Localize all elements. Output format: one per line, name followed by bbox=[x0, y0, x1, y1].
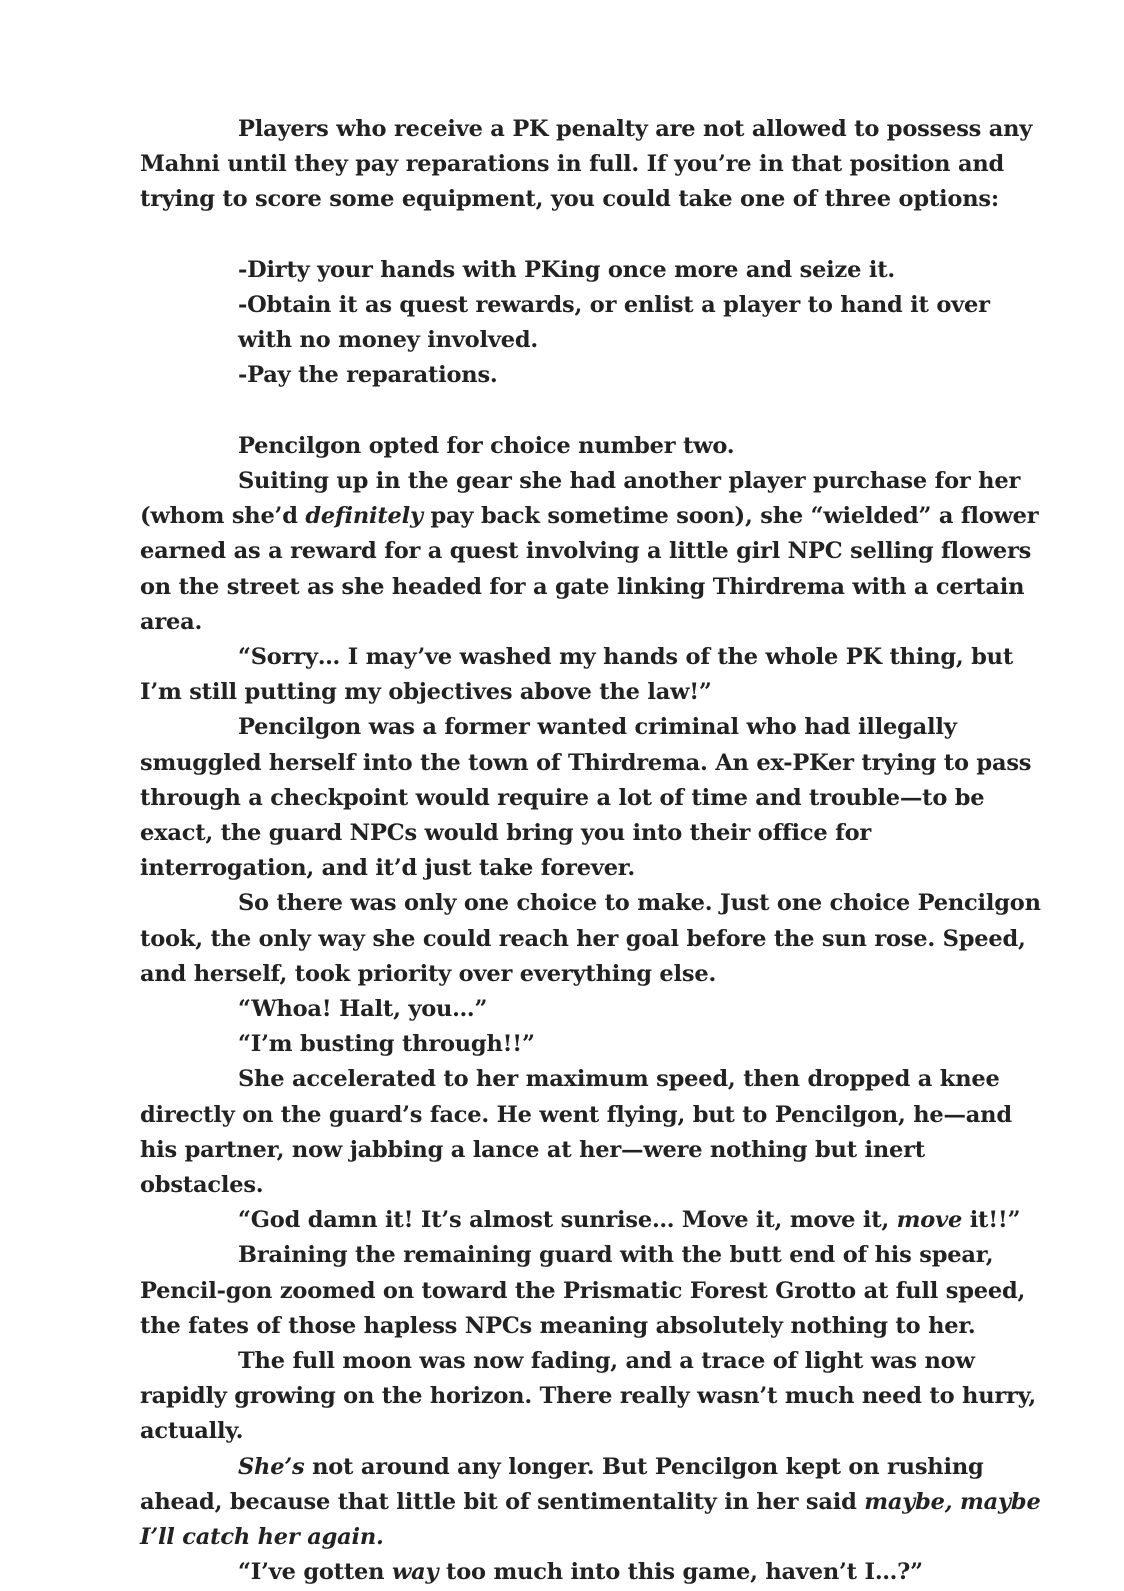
text-run: Pencilgon opted for choice number two. bbox=[238, 432, 735, 459]
text-run: She accelerated to her maximum speed, then dropped a knee directly on the guard’s face. He went flying, but to Pencilgon, he—and his partner, now jabbing a lance at her—were nothing but inert obstacles. bbox=[140, 1066, 1012, 1199]
paragraph bbox=[140, 992, 1045, 1027]
paragraph-intro bbox=[140, 112, 1045, 218]
paragraph bbox=[140, 1062, 1045, 1203]
text-run: it!!” bbox=[962, 1207, 1021, 1234]
text-run: pay back sometime soon), she “wielded” a flower earned as a reward for a quest involving a little girl NPC selling flowers on the street as she headed for a gate linking Thirdrema with a certain area. bbox=[140, 503, 1039, 635]
text-run: “God damn it! It’s almost sunrise… Move it, move it, bbox=[238, 1207, 897, 1234]
option-two bbox=[140, 288, 1045, 358]
option-three bbox=[140, 358, 1045, 393]
paragraph bbox=[140, 464, 1045, 640]
text-run: The full moon was now fading, and a trace of light was now rapidly growing on the horizon. There really wasn’t much need to hurry, actually. bbox=[140, 1348, 1037, 1445]
italic-text-run: way bbox=[391, 1559, 439, 1586]
italic-text-run: definitely bbox=[305, 503, 423, 530]
paragraph bbox=[140, 710, 1045, 886]
italic-text-run: move bbox=[896, 1207, 963, 1234]
text-run: Suiting up in the gear she had another player purchase for her (whom she’d bbox=[140, 468, 1021, 530]
text-run: -Obtain it as quest rewards, or enlist a player to hand it over with no money involved. bbox=[238, 292, 990, 354]
text-run: “I’ve gotten bbox=[238, 1559, 392, 1586]
text-run: So there was only one choice to make. Just one choice Pencilgon took, the only way she could reach her goal before the sun rose. Speed, and herself, took priority over everything else. bbox=[140, 890, 1041, 987]
paragraph bbox=[140, 1450, 1045, 1556]
spacer bbox=[140, 394, 1045, 429]
text-run: “Sorry… I may’ve washed my hands of the whole PK thing, but I’m still putting my objectives above the law!” bbox=[140, 644, 1014, 706]
text-run: Braining the remaining guard with the butt end of his spear, Pencil-gon zoomed on toward the Prismatic Forest Grotto at full speed, the fates of those hapless NPCs meaning absolutely nothing to her. bbox=[140, 1242, 1026, 1339]
option-one bbox=[140, 253, 1045, 288]
text-run: “I’m busting through!!” bbox=[238, 1031, 535, 1058]
paragraph bbox=[140, 1555, 1045, 1590]
text-run: -Dirty your hands with PKing once more and seize it. bbox=[238, 256, 896, 283]
spacer bbox=[140, 218, 1045, 253]
text-run: too much into this game, haven’t I…?” bbox=[438, 1559, 923, 1586]
document-page bbox=[140, 112, 1045, 1591]
text-run: Players who receive a PK penalty are not allowed to possess any Mahni until they pay reparations in full. If you’re in that position and trying to score some equipment, you could take one of three options: bbox=[140, 116, 1033, 213]
italic-text-run: maybe, maybe I’ll catch her again. bbox=[140, 1488, 1041, 1551]
text-run: not around any longer. But Pencilgon kept on rushing ahead, because that little bit of sentimentality in her said bbox=[140, 1453, 984, 1515]
paragraph bbox=[140, 429, 1045, 464]
paragraph bbox=[140, 1027, 1045, 1062]
text-run: “Whoa! Halt, you…” bbox=[238, 996, 488, 1023]
paragraph bbox=[140, 1203, 1045, 1238]
italic-text-run: She’s bbox=[238, 1453, 305, 1480]
paragraph bbox=[140, 1238, 1045, 1344]
paragraph bbox=[140, 640, 1045, 710]
text-run: -Pay the reparations. bbox=[238, 362, 498, 389]
text-run: Pencilgon was a former wanted criminal who had illegally smuggled herself into the town of Thirdrema. An ex-PKer trying to pass through a checkpoint would require a lot of time and trouble—to be exact, the guard NPCs would bring you into their office for interrogation, and it’d just take forever. bbox=[140, 714, 1032, 882]
paragraph bbox=[140, 886, 1045, 992]
paragraph bbox=[140, 1344, 1045, 1450]
